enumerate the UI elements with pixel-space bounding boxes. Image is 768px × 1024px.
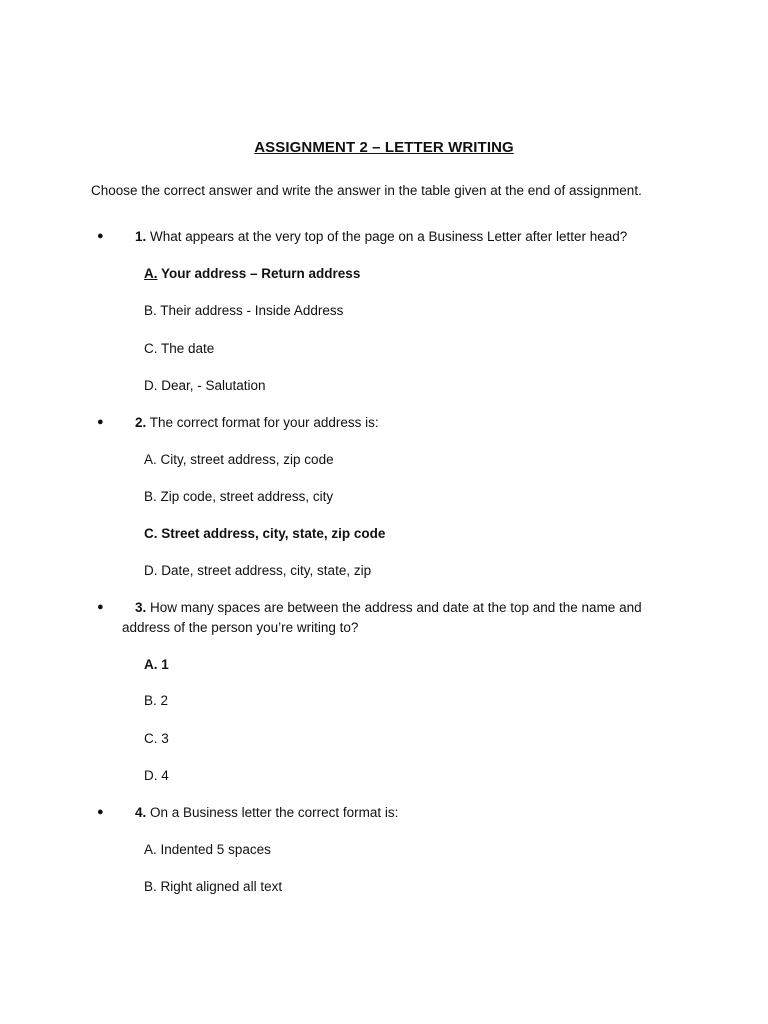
bullet-icon: ● bbox=[97, 806, 104, 818]
question-body: The correct format for your address is: bbox=[146, 415, 379, 430]
question-text bbox=[135, 803, 695, 823]
question-text bbox=[122, 598, 667, 638]
option-3a: A. 1 bbox=[144, 657, 169, 672]
option-1d: D. Dear, - Salutation bbox=[144, 378, 266, 393]
question-number: 1. bbox=[135, 229, 147, 244]
question-number: 2. bbox=[135, 415, 147, 430]
instructions: Choose the correct answer and write the answer in the table given at the end of assignment. bbox=[91, 183, 642, 198]
option-2c: C. Street address, city, state, zip code bbox=[144, 526, 386, 541]
question-body: How many spaces are between the address and date at the top and the name and address of the person you’re writing to? bbox=[122, 600, 642, 635]
question-body: On a Business letter the correct format is: bbox=[146, 805, 399, 820]
option-text: Your address – Return address bbox=[157, 266, 361, 281]
option-3d: D. 4 bbox=[144, 768, 169, 783]
option-1c: C. The date bbox=[144, 341, 215, 356]
question-body: What appears at the very top of the page on a Business Letter after letter head? bbox=[146, 229, 628, 244]
page-title: ASSIGNMENT 2 – LETTER WRITING bbox=[254, 139, 514, 156]
option-4b: B. Right aligned all text bbox=[144, 879, 283, 894]
bullet-icon: ● bbox=[97, 230, 104, 242]
option-4a: A. Indented 5 spaces bbox=[144, 842, 271, 857]
option-1a bbox=[144, 264, 684, 284]
option-2b: B. Zip code, street address, city bbox=[144, 489, 334, 504]
question-number: 3. bbox=[135, 600, 147, 615]
option-letter: A. bbox=[144, 266, 158, 281]
option-2a: A. City, street address, zip code bbox=[144, 452, 334, 467]
option-3c: C. 3 bbox=[144, 731, 169, 746]
bullet-icon: ● bbox=[97, 416, 104, 428]
option-2d: D. Date, street address, city, state, zip bbox=[144, 563, 372, 578]
question-number: 4. bbox=[135, 805, 147, 820]
option-1b: B. Their address - Inside Address bbox=[144, 303, 344, 318]
bullet-icon: ● bbox=[97, 601, 104, 613]
option-3b: B. 2 bbox=[144, 693, 169, 708]
question-text bbox=[135, 413, 695, 433]
question-text bbox=[135, 227, 695, 247]
